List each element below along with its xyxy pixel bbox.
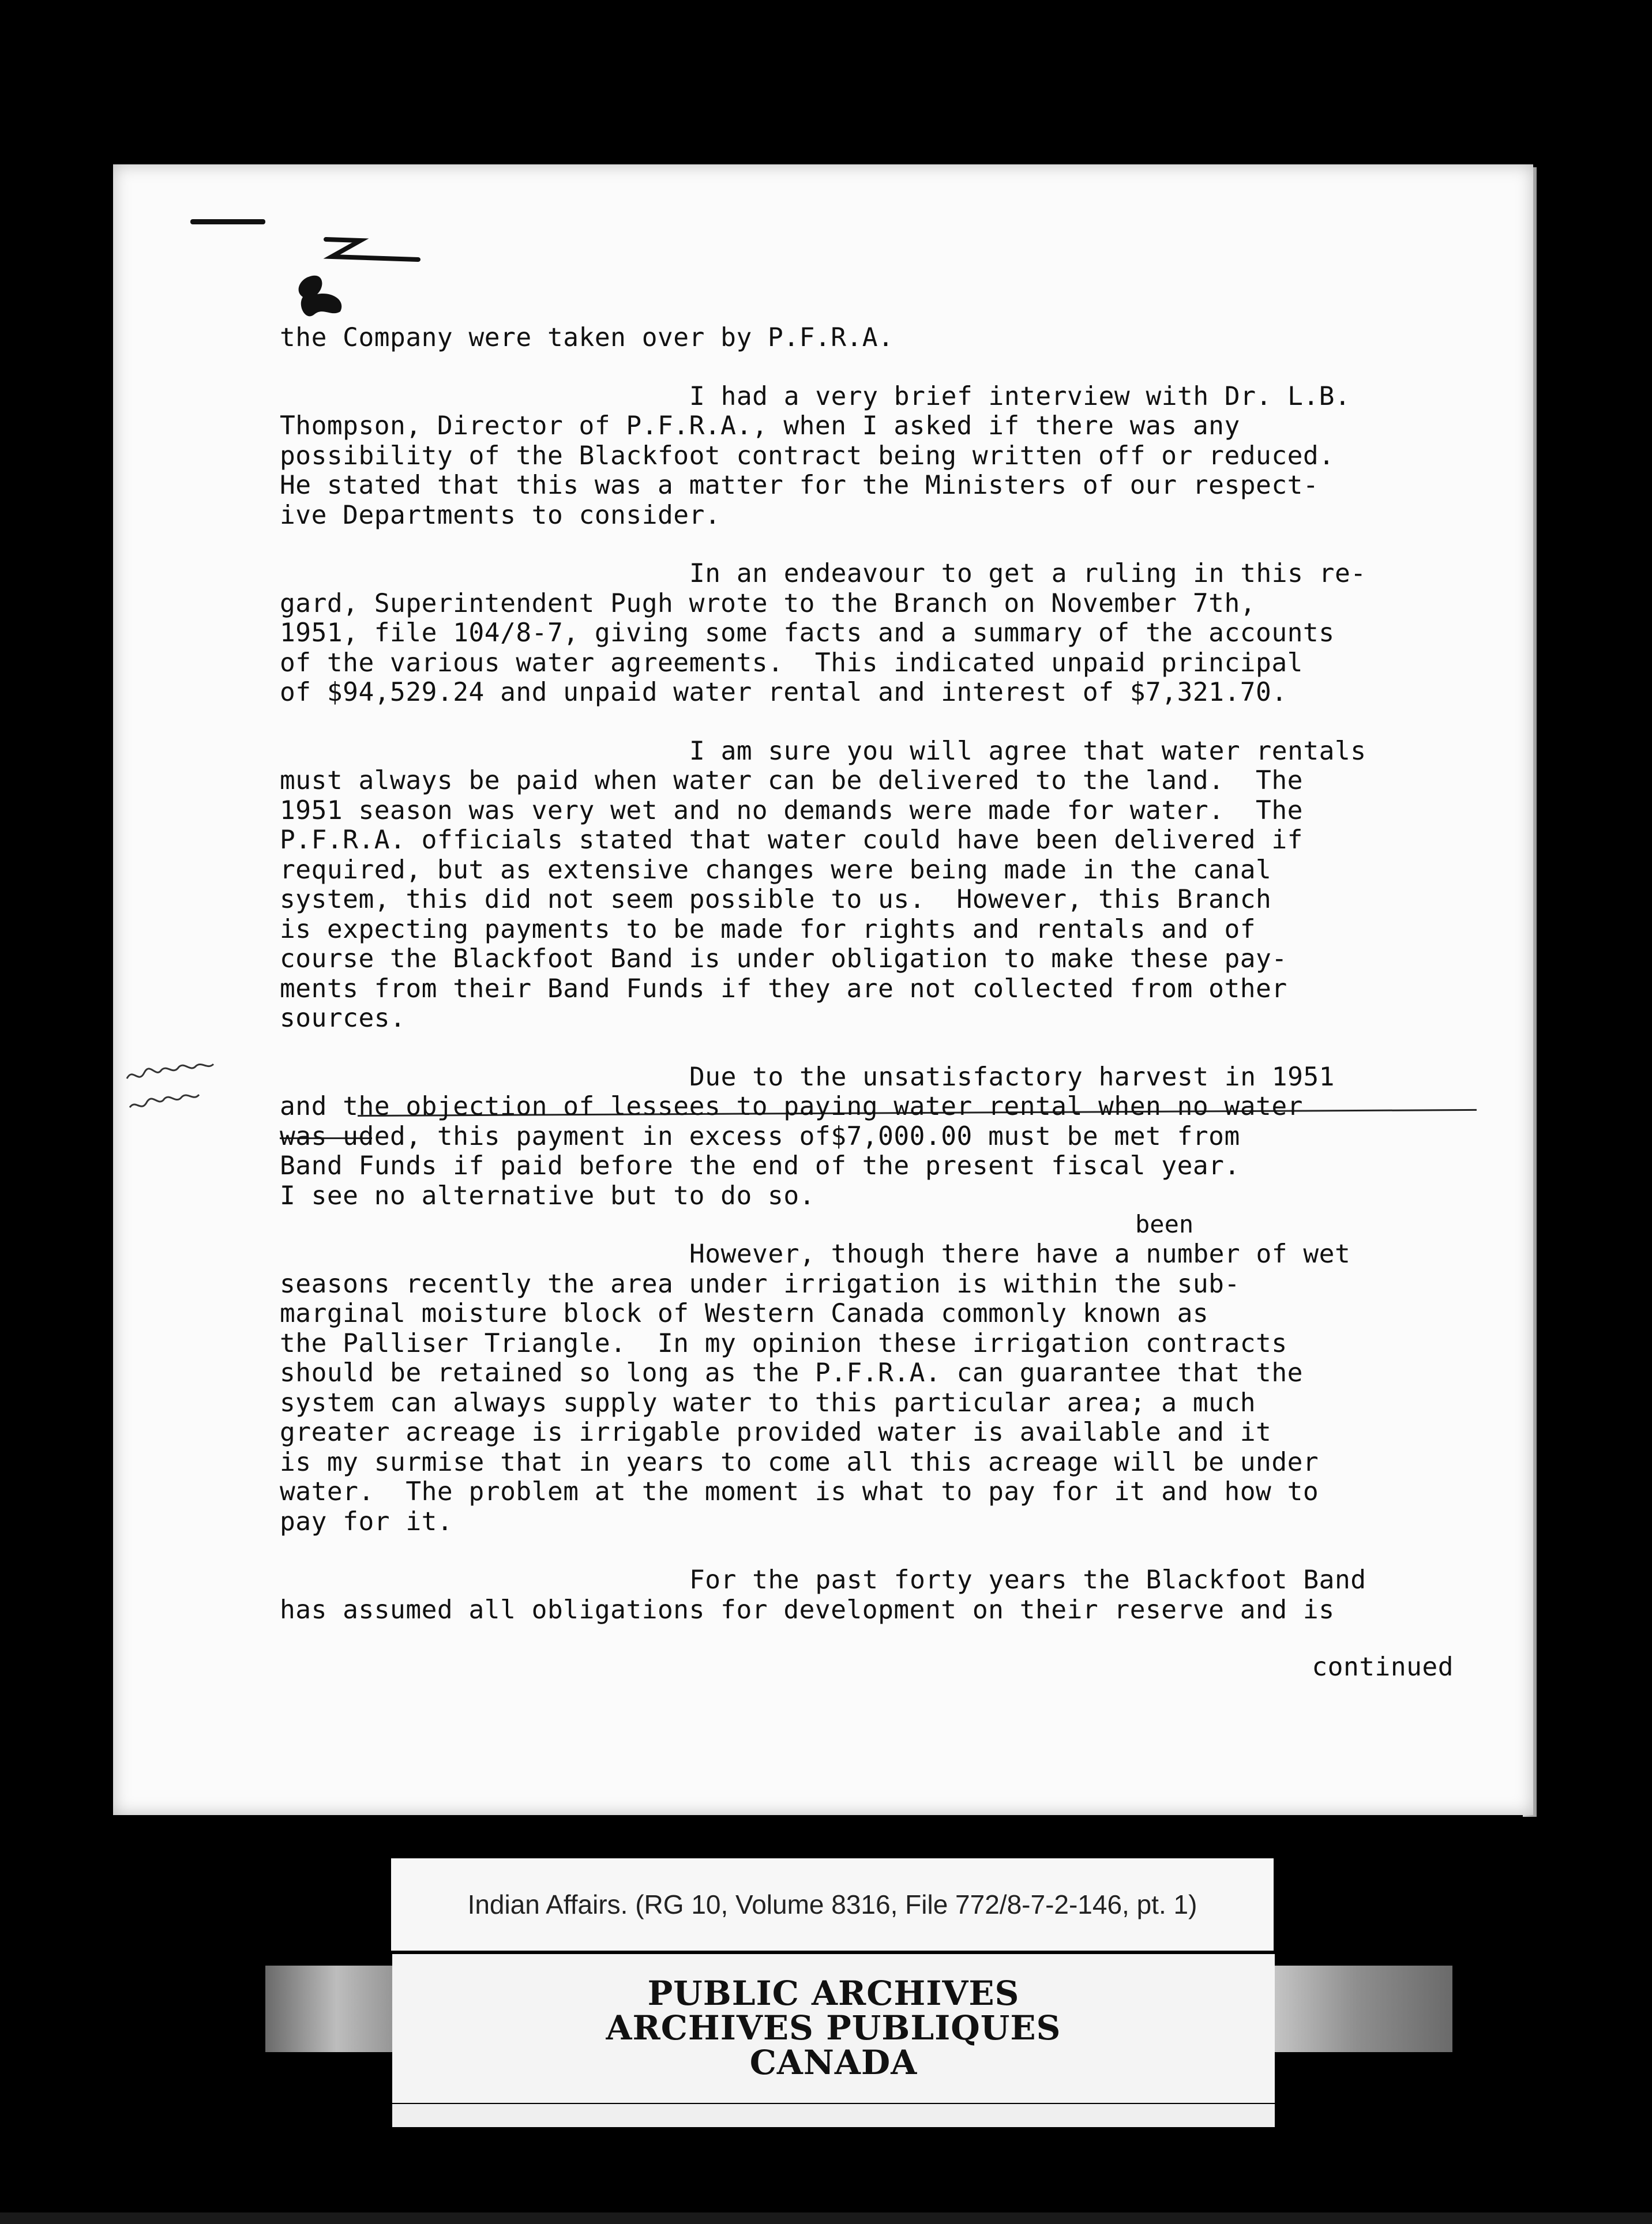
text-line: Band Funds if paid before the end of the present fiscal year. (280, 1151, 1240, 1181)
text-line: the Company were taken over by P.F.R.A. (280, 323, 894, 352)
text-line: and the objection of lessees to paying water rental when no water (280, 1092, 1303, 1121)
text-line: P.F.R.A. officials stated that water could have been delivered if (280, 825, 1303, 855)
text-line: ive Departments to consider. (280, 500, 721, 530)
paragraph-gap (280, 1211, 1480, 1239)
text-line: is expecting payments to be made for rights and rentals and of (280, 914, 1256, 944)
ink-blot-mark (291, 271, 355, 323)
text-line: should be retained so long as the P.F.R.A. can guarantee that the (280, 1358, 1303, 1388)
paragraph-gap (280, 708, 1480, 737)
text-line: I had a very brief interview with Dr. L.B. (689, 381, 1351, 411)
text-line: seasons recently the area under irrigation is within the sub- (280, 1269, 1240, 1299)
archive-citation: Indian Affairs. (RG 10, Volume 8316, File 772/8-7-2-146, pt. 1) (467, 1889, 1197, 1919)
text-line: system, this did not seem possible to us. However, this Branch (280, 885, 1272, 914)
paragraph-gap (280, 353, 1480, 382)
interlinear-insertion: been (1135, 1210, 1194, 1238)
text-line: ments from their Band Funds if they are not collected from other (280, 974, 1287, 1004)
text-line: was uded, this payment in excess of$7,000.00 must be met from (280, 1121, 1240, 1151)
text-line: Due to the unsatisfactory harvest in 1951 (689, 1062, 1335, 1092)
text-line: pay for it. (280, 1507, 453, 1536)
text-line: However, though there have a number of wet (689, 1239, 1351, 1269)
letter-body (280, 323, 1480, 1682)
paragraph-gap (280, 1034, 1480, 1062)
text-line: required, but as extensive changes were being made in the canal (280, 855, 1272, 885)
text-line: course the Blackfoot Band is under obligation to make these pay- (280, 944, 1287, 974)
text-line: possibility of the Blackfoot contract being written off or reduced. (280, 441, 1335, 471)
text-line: For the past forty years the Blackfoot Band (689, 1565, 1366, 1595)
text-line: gard, Superintendent Pugh wrote to the Branch on November 7th, (280, 588, 1256, 618)
text-line: of $94,529.24 and unpaid water rental and interest of $7,321.70. (280, 678, 1287, 707)
text-line: has assumed all obligations for development on their reserve and is (280, 1595, 1335, 1625)
text-line: the Palliser Triangle. In my opinion these irrigation contracts (280, 1328, 1287, 1358)
text-line: water. The problem at the moment is what to pay for it and how to (280, 1477, 1319, 1507)
film-edge (0, 2212, 1652, 2224)
continued-marker: continued (1312, 1652, 1454, 1682)
ink-dash-mark (190, 219, 265, 224)
text-line: sources. (280, 1004, 406, 1033)
text-line: I see no alternative but to do so. (280, 1181, 815, 1211)
stamp-line-3: CANADA (749, 2043, 918, 2082)
text-line: of the various water agreements. This indicated unpaid principal (280, 648, 1303, 678)
text-line: is my surmise that in years to come all this acreage will be under (280, 1447, 1319, 1477)
text-line: greater acreage is irrigable provided water is available and it (280, 1418, 1272, 1447)
text-line: In an endeavour to get a ruling in this re- (689, 559, 1366, 588)
stamp-line-1: PUBLIC ARCHIVES (647, 1974, 1020, 2013)
archive-stamp-text (392, 1976, 1275, 2080)
text-line: 1951, file 104/8-7, giving some facts and a summary of the accounts (280, 618, 1335, 648)
text-line: 1951 season was very wet and no demands were made for water. The (280, 795, 1303, 825)
stamp-line-2: ARCHIVES PUBLIQUES (606, 2008, 1061, 2048)
text-line: I am sure you will agree that water rentals (689, 736, 1366, 766)
text-line: marginal moisture block of Western Canada commonly known as (280, 1299, 1209, 1328)
ink-z-mark (320, 234, 424, 268)
archive-citation-card (391, 1858, 1274, 1951)
text-line: system can always supply water to this particular area; a much (280, 1388, 1256, 1418)
text-line: must always be paid when water can be delivered to the land. The (280, 766, 1303, 795)
paragraph-gap (280, 1536, 1480, 1565)
handwritten-margin-note (121, 1044, 283, 1148)
text-line: He stated that this was a matter for the Ministers of our respect- (280, 471, 1319, 500)
archive-stamp (392, 1954, 1275, 2103)
paragraph-gap (280, 530, 1480, 559)
text-line: Thompson, Director of P.F.R.A., when I asked if there was any (280, 411, 1240, 441)
archive-stamp-underline (392, 2104, 1275, 2127)
